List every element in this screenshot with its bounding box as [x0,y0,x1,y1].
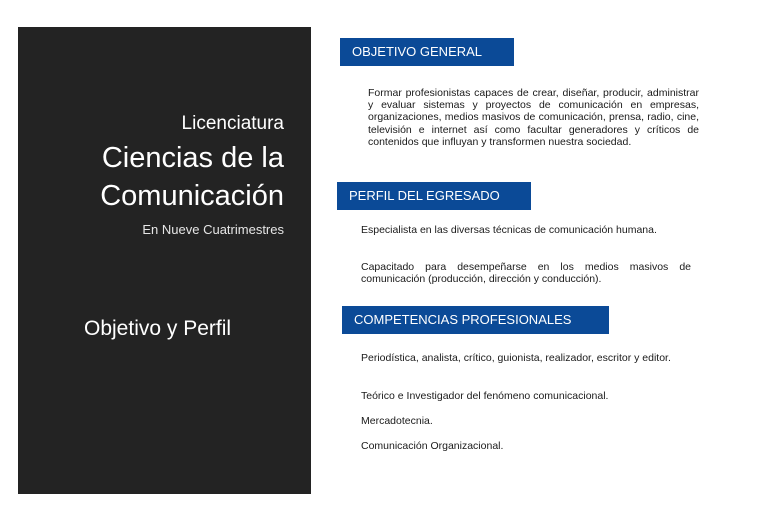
perfil-heading: PERFIL DEL EGRESADO [337,182,531,210]
program-title [100,139,284,215]
objetivo-text: Formar profesionistas capaces de crear, diseñar, producir, administrar y evaluar sistemas y proyectos de comunicación en empresas, organizaciones, medios masivos de comunicación, prensa, radio, cine, televisión e internet así como facultar generadores y críticos de contenidos que influyan y transformen nuestra sociedad. [368,87,699,148]
perfil-item-1: Especialista en las diversas técnicas de comunicación humana. [361,224,657,236]
competencia-item-4: Comunicación Organizacional. [361,440,504,452]
competencias-heading: COMPETENCIAS PROFESIONALES [342,306,609,334]
competencia-item-2: Teórico e Investigador del fenómeno comunicacional. [361,390,609,402]
degree-label: Licenciatura [181,113,284,134]
program-title-line-2: Comunicación [100,180,284,212]
competencia-item-1: Periodística, analista, crítico, guionista, realizador, escritor y editor. [361,352,671,364]
duration-subtitle: En Nueve Cuatrimestres [142,222,284,237]
perfil-item-2: Capacitado para desempeñarse en los medios masivos de comunicación (producción, dirección y conducción). [361,261,691,286]
title-panel [18,27,311,494]
objetivo-heading: OBJETIVO GENERAL [340,38,514,66]
section-title: Objetivo y Perfil [84,317,232,340]
competencia-item-3: Mercadotecnia. [361,415,433,427]
program-title-line-1: Ciencias de la [101,142,284,174]
